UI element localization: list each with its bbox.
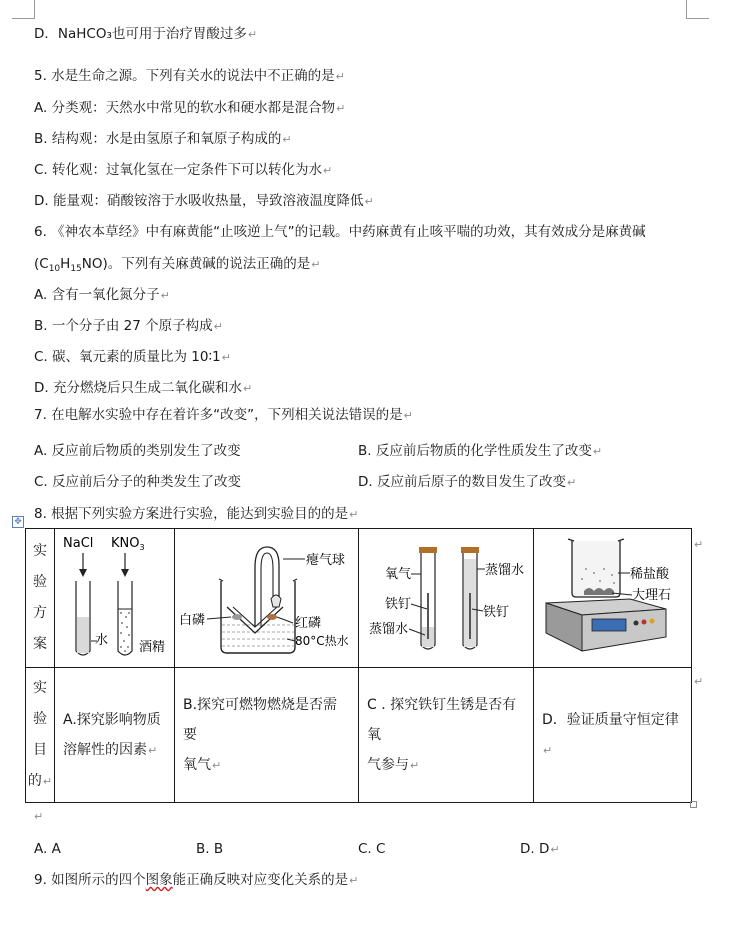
scheme-image-d	[534, 529, 692, 668]
rust-diagram	[359, 529, 533, 663]
purpose-c: C . 探究铁钉生锈是否有氧 气参与↵	[359, 668, 534, 803]
label-red-phosphorus: 红磷	[295, 616, 322, 631]
q4-option-d: D．NaHCO₃也可用于治疗胃酸过多↵	[34, 26, 258, 42]
purpose-a: A.探究影响物质 溶解性的因素↵	[55, 668, 175, 803]
experiment-table	[25, 528, 692, 803]
row-head-scheme: 实 验 方 案	[26, 529, 55, 668]
q6-stem-line2: $(C_{10}H_{15}NO)$。下列有关麻黄碱的说法正确的是↵	[34, 256, 321, 274]
q6-option-a: A. 含有一氧化氮分子↵	[34, 287, 170, 303]
q7-stem: 7. 在电解水实验中存在着许多“改变”，下列相关说法错误的是↵	[34, 407, 413, 423]
scheme-image-c	[359, 529, 534, 668]
q6-option-c: C. 碳、氧元素的质量比为 10∶1↵	[34, 349, 231, 365]
q5-option-b: B. 结构观：水是由氢原子和氧原子构成的↵	[34, 131, 292, 147]
q6-option-b: B. 一个分子由 27 个原子构成↵	[34, 318, 223, 334]
q8-answer-a: A. A	[34, 841, 61, 857]
label-oxygen: 氧气	[385, 567, 412, 582]
empty-paragraph-mark: ↵	[34, 810, 44, 823]
combustion-diagram	[175, 529, 358, 663]
q8-answer-b: B. B	[196, 841, 224, 857]
q8-answer-d: D. D↵	[520, 841, 560, 857]
row-end-mark-2: ↵	[694, 675, 704, 688]
scheme-image-b	[175, 529, 359, 668]
q9-stem: 9. 如图所示的四个图象能正确反映对应变化关系的是↵	[34, 872, 359, 888]
balance-diagram	[534, 529, 691, 663]
label-hydrochloric-acid: 稀盐酸	[630, 567, 670, 582]
q6-option-d: D. 充分燃烧后只生成二氧化碳和水↵	[34, 380, 253, 396]
q7-option-a: A. 反应前后物质的类别发生了改变	[34, 443, 241, 459]
scheme-image-a	[55, 529, 175, 668]
q7-option-c: C. 反应前后分子的种类发生了改变	[34, 474, 242, 490]
label-nail-right: 铁钉	[483, 605, 510, 620]
label-nacl: NaCl	[63, 536, 94, 551]
q8-stem: 8. 根据下列实验方案进行实验，能达到实验目的的是↵	[34, 506, 359, 522]
label-distilled-water-top: 蒸馏水	[485, 563, 525, 578]
label-marble: 大理石	[632, 588, 672, 603]
spellcheck-flag: 图象	[145, 872, 173, 888]
q5-stem: 5. 水是生命之源。下列有关水的说法中不正确的是↵	[34, 68, 345, 84]
label-kno3: $KNO_3$	[111, 536, 145, 552]
label-hot-water: 80°C热水	[295, 634, 349, 648]
table-row-scheme	[26, 529, 692, 668]
q8-answer-c: C. C	[358, 841, 386, 857]
label-water: 水	[95, 633, 109, 648]
q6-stem-line1: 6. 《神农本草经》中有麻黄能“止咳逆上气”的记载。中药麻黄有止咳平喘的功效，其有效成分是麻黄碱	[34, 224, 646, 240]
purpose-b: B.探究可燃物燃烧是否需要 氧气↵	[175, 668, 359, 803]
q5-option-a: A. 分类观：天然水中常见的软水和硬水都是混合物↵	[34, 100, 346, 116]
label-distilled-water-bottom: 蒸馏水	[369, 622, 409, 637]
row-end-mark-1: ↵	[694, 538, 704, 551]
page-corner-mark-right	[686, 0, 709, 19]
page-corner-mark-left	[12, 0, 35, 19]
q5-option-c: C. 转化观：过氧化氢在一定条件下可以转化为水↵	[34, 162, 333, 178]
label-balloon: 瘪气球	[306, 553, 346, 568]
label-nail-left: 铁钉	[385, 597, 412, 612]
q7-option-b: B. 反应前后物质的化学性质发生了改变↵	[358, 443, 603, 459]
table-move-handle[interactable]: ✥	[12, 516, 24, 528]
label-alcohol: 酒精	[139, 640, 166, 655]
label-white-phosphorus: 白磷	[179, 613, 206, 628]
row-head-purpose: 实 验 目 的↵	[26, 668, 55, 803]
table-resize-handle[interactable]	[690, 801, 697, 808]
purpose-d: D．验证质量守恒定律↵	[534, 668, 692, 803]
q7-option-d: D. 反应前后原子的数目发生了改变↵	[358, 474, 577, 490]
table-row-purpose	[26, 668, 692, 803]
q5-option-d: D. 能量观：硝酸铵溶于水吸收热量，导致溶液温度降低↵	[34, 193, 374, 209]
dissolution-diagram	[55, 529, 173, 663]
